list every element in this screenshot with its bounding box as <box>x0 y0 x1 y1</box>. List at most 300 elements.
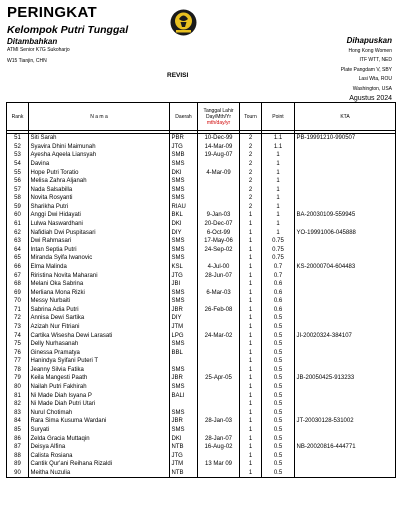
tourn-cell: 1 <box>240 323 262 332</box>
region-cell: RIAU <box>170 203 198 212</box>
point-cell: 1 <box>262 185 295 194</box>
dob-cell: 28-Jun-07 <box>198 271 240 280</box>
dob-cell <box>198 366 240 375</box>
dob-cell <box>198 469 240 478</box>
name-cell: Delly Nurhasanah <box>29 340 170 349</box>
table-row <box>7 451 396 460</box>
table-row <box>7 194 396 203</box>
kta-cell <box>295 297 396 306</box>
region-cell: JBR <box>170 374 198 383</box>
region-cell: JBR <box>170 306 198 315</box>
table-row <box>7 434 396 443</box>
point-cell: 0.75 <box>262 246 295 255</box>
dob-cell <box>198 409 240 418</box>
region-cell: JTM <box>170 460 198 469</box>
kta-cell <box>295 280 396 289</box>
table-row <box>7 460 396 469</box>
table-row <box>7 348 396 357</box>
kta-cell <box>295 185 396 194</box>
kta-cell <box>295 203 396 212</box>
kta-cell <box>295 357 396 366</box>
name-cell: Ni Made Diah Putri Utari <box>29 400 170 409</box>
rank-cell: 85 <box>7 426 29 435</box>
table-row <box>7 288 396 297</box>
name-cell: Melani Oka Sabrina <box>29 280 170 289</box>
name-cell: Nailah Putri Fakhirah <box>29 383 170 392</box>
point-cell: 0.5 <box>262 323 295 332</box>
rank-cell: 60 <box>7 211 29 220</box>
rank-cell: 77 <box>7 357 29 366</box>
name-cell: Ginessa Pramatya <box>29 348 170 357</box>
dob-cell: 17-May-06 <box>198 237 240 246</box>
region-cell: DIY <box>170 314 198 323</box>
name-cell: Suryati <box>29 426 170 435</box>
table-row <box>7 151 396 160</box>
dob-cell: 20-Dec-07 <box>198 220 240 229</box>
region-cell: PBR <box>170 134 198 143</box>
point-cell: 1 <box>262 151 295 160</box>
tourn-cell: 1 <box>240 246 262 255</box>
name-cell: Deisya Alfina <box>29 443 170 452</box>
kta-cell: JT-20030128-531002 <box>295 417 396 426</box>
tourn-cell: 2 <box>240 143 262 152</box>
tourn-cell: 1 <box>240 220 262 229</box>
dob-cell: 9-Jan-03 <box>198 211 240 220</box>
table-row <box>7 306 396 315</box>
tourn-cell: 1 <box>240 306 262 315</box>
point-cell: 1 <box>262 168 295 177</box>
rank-cell: 65 <box>7 254 29 263</box>
tourn-cell: 1 <box>240 271 262 280</box>
kta-cell <box>295 220 396 229</box>
point-cell: 0.5 <box>262 469 295 478</box>
rank-cell: 79 <box>7 374 29 383</box>
removed-block <box>341 36 392 103</box>
kta-cell: YO-19991006-045888 <box>295 228 396 237</box>
name-cell: Cantik Qur'ani Reihana Rizaldi <box>29 460 170 469</box>
name-cell: Ayesha Aqeela Liansyah <box>29 151 170 160</box>
kta-cell: JB-20050425-913233 <box>295 374 396 383</box>
table-row <box>7 160 396 169</box>
dob-cell <box>198 391 240 400</box>
region-cell: KSL <box>170 263 198 272</box>
name-cell: Hope Putri Toratio <box>29 168 170 177</box>
point-cell: 0.5 <box>262 451 295 460</box>
point-cell: 0.5 <box>262 348 295 357</box>
tourn-cell: 1 <box>240 228 262 237</box>
table-body <box>7 131 396 478</box>
rank-cell: 66 <box>7 263 29 272</box>
tourn-cell: 1 <box>240 426 262 435</box>
dob-cell: 28-Jan-03 <box>198 417 240 426</box>
point-cell: 1 <box>262 220 295 229</box>
region-cell: BALI <box>170 391 198 400</box>
rank-cell: 68 <box>7 280 29 289</box>
region-cell: JTG <box>170 143 198 152</box>
added-item: ATMI Senior K7G Sukoharjo <box>7 47 70 53</box>
rank-cell: 80 <box>7 383 29 392</box>
point-cell: 0.5 <box>262 374 295 383</box>
rank-cell: 87 <box>7 443 29 452</box>
table-row <box>7 340 396 349</box>
region-cell: DIY <box>170 228 198 237</box>
rank-cell: 90 <box>7 469 29 478</box>
tourn-cell: 2 <box>240 168 262 177</box>
kta-cell <box>295 400 396 409</box>
region-cell <box>170 400 198 409</box>
region-cell: LPG <box>170 331 198 340</box>
rank-cell: 74 <box>7 331 29 340</box>
dob-cell: 19-Aug-07 <box>198 151 240 160</box>
col-dob-label: Tanggal Lahir Day/Mth/Yr <box>203 107 234 120</box>
table-row <box>7 417 396 426</box>
rank-cell: 88 <box>7 451 29 460</box>
table-row <box>7 409 396 418</box>
kta-cell: KS-20000704-604483 <box>295 263 396 272</box>
table-row <box>7 366 396 375</box>
col-region: Daerah <box>170 103 198 131</box>
table-row <box>7 374 396 383</box>
region-cell: JBI <box>170 280 198 289</box>
name-cell: Nafidiah Dwi Puspitasari <box>29 228 170 237</box>
dob-cell <box>198 383 240 392</box>
name-cell: Jeanny Silvia Fatika <box>29 366 170 375</box>
name-cell: Miranda Syifa Iwanovic <box>29 254 170 263</box>
rank-cell: 54 <box>7 160 29 169</box>
kta-cell <box>295 469 396 478</box>
dob-cell: 25-Apr-05 <box>198 374 240 383</box>
rank-cell: 61 <box>7 220 29 229</box>
tourn-cell: 1 <box>240 469 262 478</box>
dob-cell: 16-Aug-02 <box>198 443 240 452</box>
table-row <box>7 383 396 392</box>
name-cell: Keila Mangesti Paath <box>29 374 170 383</box>
region-cell: SMS <box>170 254 198 263</box>
dob-cell <box>198 297 240 306</box>
table-row <box>7 400 396 409</box>
point-cell: 0.5 <box>262 331 295 340</box>
kta-cell <box>295 451 396 460</box>
tourn-cell: 1 <box>240 348 262 357</box>
tourn-cell: 1 <box>240 331 262 340</box>
table-row <box>7 357 396 366</box>
region-cell: SMS <box>170 237 198 246</box>
rank-cell: 76 <box>7 348 29 357</box>
table-row <box>7 143 396 152</box>
kta-cell: PB-19991210-990507 <box>295 134 396 143</box>
table-row <box>7 203 396 212</box>
table-row <box>7 185 396 194</box>
name-cell: Rara Sima Kusuma Wardani <box>29 417 170 426</box>
tourn-cell: 2 <box>240 160 262 169</box>
dob-cell <box>198 348 240 357</box>
tourn-cell: 2 <box>240 134 262 143</box>
table-header-row <box>7 103 396 131</box>
region-cell: NTB <box>170 443 198 452</box>
rank-cell: 84 <box>7 417 29 426</box>
point-cell: 0.5 <box>262 391 295 400</box>
kta-cell <box>295 314 396 323</box>
rank-cell: 56 <box>7 177 29 186</box>
rank-cell: 58 <box>7 194 29 203</box>
dob-cell <box>198 357 240 366</box>
name-cell: Sharikha Putri <box>29 203 170 212</box>
table-row <box>7 228 396 237</box>
rank-cell: 72 <box>7 314 29 323</box>
kta-cell <box>295 246 396 255</box>
rank-cell: 57 <box>7 185 29 194</box>
region-cell: DKI <box>170 168 198 177</box>
region-cell: BKL <box>170 211 198 220</box>
rank-cell: 64 <box>7 246 29 255</box>
point-cell: 1.1 <box>262 134 295 143</box>
col-tourn: Tourn <box>240 103 262 131</box>
name-cell: Novita Rosyanti <box>29 194 170 203</box>
dob-cell: 6-Oct-99 <box>198 228 240 237</box>
name-cell: Zelda Gracia Muttaqin <box>29 434 170 443</box>
region-cell: JTG <box>170 451 198 460</box>
tourn-cell: 1 <box>240 400 262 409</box>
name-cell: Riristina Novita Maharani <box>29 271 170 280</box>
kta-cell <box>295 288 396 297</box>
table-row <box>7 211 396 220</box>
added-item: W15 Tianjin, CHN <box>7 58 47 64</box>
tourn-cell: 1 <box>240 417 262 426</box>
added-heading: Ditambahkan <box>7 37 58 46</box>
region-cell: SMS <box>170 383 198 392</box>
region-cell: SMB <box>170 151 198 160</box>
dob-cell <box>198 451 240 460</box>
rank-cell: 51 <box>7 134 29 143</box>
name-cell: Annisa Dewi Sartika <box>29 314 170 323</box>
point-cell: 0.5 <box>262 366 295 375</box>
kta-cell <box>295 434 396 443</box>
point-cell: 0.6 <box>262 280 295 289</box>
point-cell: 0.5 <box>262 426 295 435</box>
region-cell: NTB <box>170 469 198 478</box>
table-row <box>7 220 396 229</box>
point-cell: 1.1 <box>262 143 295 152</box>
point-cell: 1 <box>262 194 295 203</box>
table-row <box>7 254 396 263</box>
name-cell: Davina <box>29 160 170 169</box>
kta-cell <box>295 151 396 160</box>
tourn-cell: 1 <box>240 280 262 289</box>
tourn-cell: 1 <box>240 211 262 220</box>
dob-cell: 10-Dec-99 <box>198 134 240 143</box>
region-cell: SMS <box>170 185 198 194</box>
kta-cell: BA-20030109-559945 <box>295 211 396 220</box>
kta-cell <box>295 460 396 469</box>
tourn-cell: 1 <box>240 391 262 400</box>
name-cell: Elma Malinda <box>29 263 170 272</box>
name-cell: Nurul Chotimah <box>29 409 170 418</box>
point-cell: 0.7 <box>262 263 295 272</box>
kta-cell <box>295 426 396 435</box>
point-cell: 0.6 <box>262 297 295 306</box>
point-cell: 0.75 <box>262 254 295 263</box>
kta-cell <box>295 168 396 177</box>
table-row <box>7 271 396 280</box>
rank-cell: 67 <box>7 271 29 280</box>
removed-item: Plate Pangdam V, SBY <box>340 66 392 73</box>
rank-cell: 63 <box>7 237 29 246</box>
table-row <box>7 134 396 143</box>
dob-cell <box>198 426 240 435</box>
rank-cell: 83 <box>7 409 29 418</box>
col-name: N a m a <box>29 103 170 131</box>
point-cell: 1 <box>262 211 295 220</box>
kta-cell: NB-20020816-444771 <box>295 443 396 452</box>
dob-cell <box>198 185 240 194</box>
tourn-cell: 1 <box>240 383 262 392</box>
kta-cell <box>295 340 396 349</box>
tourn-cell: 1 <box>240 434 262 443</box>
name-cell: Nada Salsabilla <box>29 185 170 194</box>
name-cell: Azizah Nur Fitriani <box>29 323 170 332</box>
region-cell: SMS <box>170 340 198 349</box>
dob-cell <box>198 194 240 203</box>
removed-item: Washington, USA <box>352 85 392 92</box>
tourn-cell: 1 <box>240 357 262 366</box>
table-row <box>7 426 396 435</box>
name-cell: Intan Septia Putri <box>29 246 170 255</box>
tourn-cell: 2 <box>240 177 262 186</box>
dob-cell: 6-Mar-03 <box>198 288 240 297</box>
name-cell: Meitha Nuzulia <box>29 469 170 478</box>
region-cell <box>170 357 198 366</box>
page-subtitle: Kelompok Putri Tunggal <box>7 24 129 36</box>
kta-cell <box>295 177 396 186</box>
table-row <box>7 391 396 400</box>
kta-cell <box>295 323 396 332</box>
kta-cell <box>295 409 396 418</box>
point-cell: 0.5 <box>262 443 295 452</box>
dob-cell: 14-Mar-09 <box>198 143 240 152</box>
rank-cell: 81 <box>7 391 29 400</box>
table-row <box>7 297 396 306</box>
name-cell: Syavira Dhini Maimunah <box>29 143 170 152</box>
point-cell: 1 <box>262 228 295 237</box>
dob-cell: 24-Sep-02 <box>198 246 240 255</box>
tourn-cell: 1 <box>240 288 262 297</box>
tourn-cell: 1 <box>240 254 262 263</box>
dob-cell: 13 Mar 09 <box>198 460 240 469</box>
dob-cell <box>198 323 240 332</box>
dob-cell: 4-Jul-00 <box>198 263 240 272</box>
col-point: Point <box>262 103 295 131</box>
point-cell: 0.5 <box>262 340 295 349</box>
dob-cell <box>198 203 240 212</box>
table-row <box>7 263 396 272</box>
tourn-cell: 2 <box>240 151 262 160</box>
rank-cell: 82 <box>7 400 29 409</box>
table-row <box>7 469 396 478</box>
point-cell: 0.5 <box>262 409 295 418</box>
dob-cell <box>198 314 240 323</box>
page-title: PERINGKAT <box>7 4 97 21</box>
table-row <box>7 280 396 289</box>
name-cell: Hanindya Syifani Puteri T <box>29 357 170 366</box>
revision-label: REVISI <box>167 72 189 79</box>
region-cell: SMS <box>170 426 198 435</box>
point-cell: 0.6 <box>262 288 295 297</box>
region-cell: JTM <box>170 323 198 332</box>
tourn-cell: 1 <box>240 460 262 469</box>
tourn-cell: 1 <box>240 366 262 375</box>
col-kta: KTA <box>295 103 396 131</box>
dob-cell <box>198 400 240 409</box>
col-dob-note: mth/day/yr <box>206 119 231 126</box>
rank-cell: 52 <box>7 143 29 152</box>
ranking-table <box>6 102 396 478</box>
region-cell: SMS <box>170 246 198 255</box>
region-cell: DKI <box>170 434 198 443</box>
point-cell: 0.5 <box>262 417 295 426</box>
col-dob <box>198 103 240 131</box>
tourn-cell: 1 <box>240 237 262 246</box>
dob-cell <box>198 160 240 169</box>
table-row <box>7 314 396 323</box>
tourn-cell: 1 <box>240 443 262 452</box>
name-cell: Siti Sarah <box>29 134 170 143</box>
rank-cell: 59 <box>7 203 29 212</box>
rank-cell: 78 <box>7 366 29 375</box>
region-cell: JBR <box>170 417 198 426</box>
name-cell: Melisa Zahra Aljanah <box>29 177 170 186</box>
kta-cell <box>295 160 396 169</box>
dob-cell <box>198 280 240 289</box>
tourn-cell: 1 <box>240 314 262 323</box>
point-cell: 0.75 <box>262 237 295 246</box>
federation-logo <box>170 9 197 36</box>
name-cell: Anggi Dwi Hidayati <box>29 211 170 220</box>
point-cell: 0.5 <box>262 357 295 366</box>
point-cell: 0.5 <box>262 400 295 409</box>
tourn-cell: 2 <box>240 203 262 212</box>
point-cell: 1 <box>262 160 295 169</box>
table-row <box>7 246 396 255</box>
kta-cell: JI-20020324-384107 <box>295 331 396 340</box>
rank-cell: 86 <box>7 434 29 443</box>
table-row <box>7 168 396 177</box>
point-cell: 0.7 <box>262 271 295 280</box>
name-cell: Cartika Wisesha Dewi Larasati <box>29 331 170 340</box>
name-cell: Lulwa Naswardhani <box>29 220 170 229</box>
tourn-cell: 2 <box>240 194 262 203</box>
kta-cell <box>295 348 396 357</box>
kta-cell <box>295 237 396 246</box>
kta-cell <box>295 383 396 392</box>
rank-cell: 89 <box>7 460 29 469</box>
dob-cell: 28-Jan-07 <box>198 434 240 443</box>
name-cell: Messy Nurbaiti <box>29 297 170 306</box>
point-cell: 0.5 <box>262 460 295 469</box>
region-cell: SMS <box>170 297 198 306</box>
point-cell: 0.5 <box>262 383 295 392</box>
table-row <box>7 323 396 332</box>
region-cell: DKI <box>170 220 198 229</box>
tourn-cell: 1 <box>240 340 262 349</box>
kta-cell <box>295 194 396 203</box>
tourn-cell: 2 <box>240 185 262 194</box>
dob-cell <box>198 177 240 186</box>
region-cell: JTG <box>170 271 198 280</box>
tourn-cell: 1 <box>240 374 262 383</box>
point-cell: 0.5 <box>262 434 295 443</box>
region-cell: SMS <box>170 160 198 169</box>
kta-cell <box>295 143 396 152</box>
